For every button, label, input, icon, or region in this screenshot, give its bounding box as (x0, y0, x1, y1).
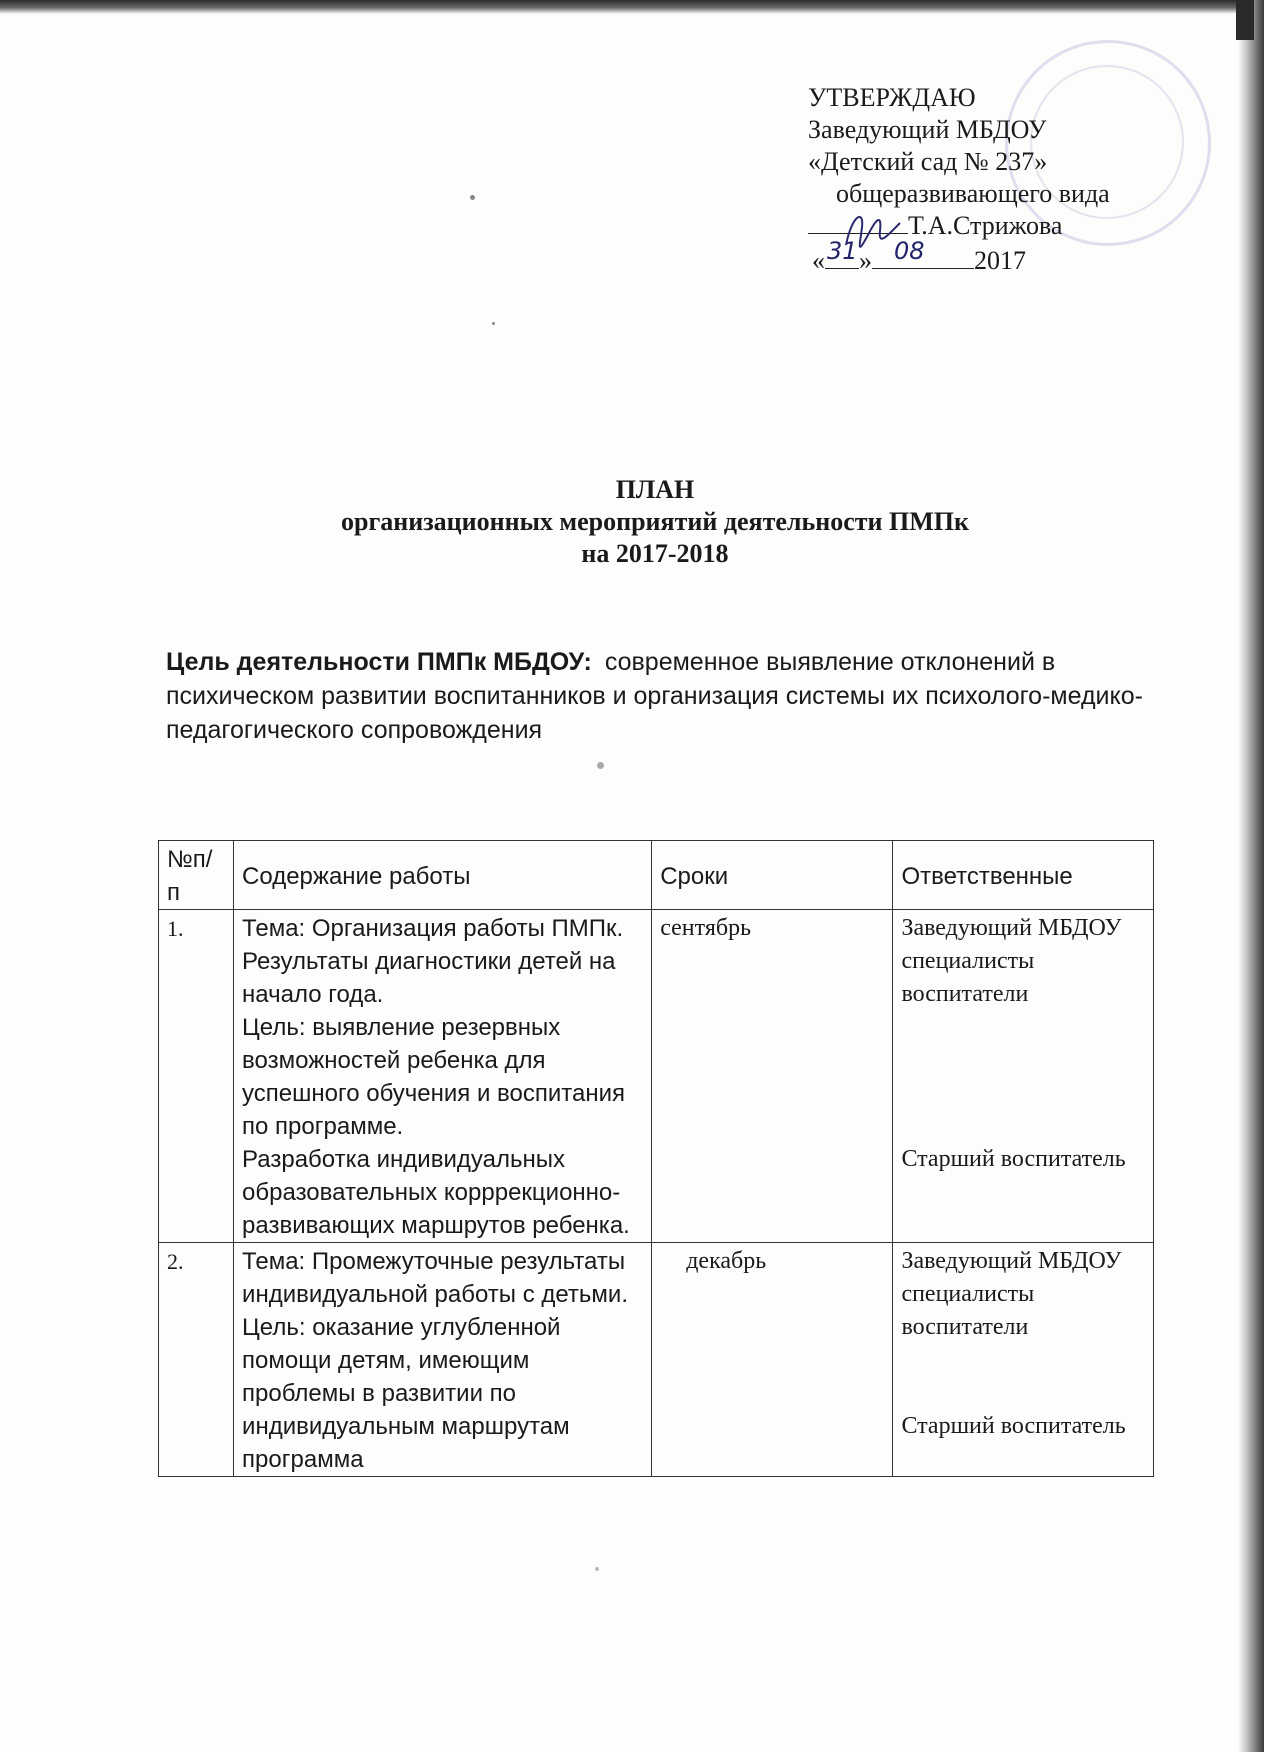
goal-text: современное выявление отклонений в психическом развитии воспитанников и организация системы их психолого-медико-педагогического сопровождения (166, 648, 1143, 744)
handwritten-signature (838, 205, 908, 265)
date-year: 2017 (974, 246, 1026, 275)
row-content (234, 910, 652, 1243)
scan-edge-top (0, 0, 1264, 14)
responsible-line: Старший воспитатель (901, 1413, 1126, 1439)
scan-speck (492, 322, 495, 325)
content-line: Цель: оказание углубленной помощи детям, имеющим проблемы в развитии по индивидуальным маршрутам программа (242, 1314, 570, 1473)
content-line: Результаты диагностики детей на начало года. (242, 948, 616, 1008)
approval-signer: Т.А.Стрижова (908, 211, 1063, 240)
row-content (234, 1243, 652, 1477)
responsible-line: воспитатели (901, 981, 1029, 1007)
content-line: Цель: выявление резервных возможностей ребенка для успешного обучения и воспитания по программе. (242, 1014, 625, 1140)
table-row (159, 910, 1154, 1243)
header-num: №п/п (159, 841, 234, 910)
scan-speck (597, 762, 604, 769)
responsible-spacer (901, 1344, 1145, 1410)
approval-org-type: общеразвивающего вида (836, 179, 1110, 208)
content-line: Тема: Организация работы ПМПк. (242, 915, 624, 942)
row-responsible (893, 1243, 1154, 1477)
responsible-line: специалисты (901, 948, 1035, 974)
row-term: декабрь (652, 1243, 893, 1477)
document-title (160, 474, 1150, 570)
date-day: 31 (827, 237, 858, 265)
scan-edge-corner (1236, 0, 1254, 40)
table-header-row (159, 841, 1154, 910)
approval-date: « 31 » 08 2017 (812, 237, 1026, 275)
responsible-line: специалисты (901, 1281, 1035, 1307)
responsible-line: Заведующий МБДОУ (901, 915, 1122, 941)
date-month: 08 (894, 237, 925, 265)
table-row (159, 1243, 1154, 1477)
responsible-spacer (901, 1011, 1145, 1143)
approval-position: Заведующий МБДОУ (808, 115, 1047, 144)
goal-paragraph (166, 645, 1156, 747)
responsible-line: Старший воспитатель (901, 1146, 1126, 1172)
scan-speck (470, 195, 475, 200)
row-responsible (893, 910, 1154, 1243)
responsible-line: Заведующий МБДОУ (901, 1248, 1122, 1274)
content-line: Тема: Промежуточные результаты индивидуальной работы с детьми. (242, 1248, 629, 1308)
row-num: 1. (159, 910, 234, 1243)
scan-edge-right (1238, 0, 1264, 1752)
header-term: Сроки (652, 841, 893, 910)
goal-label: Цель деятельности ПМПк МБДОУ: (166, 648, 592, 676)
title-line-3: на 2017-2018 (581, 539, 729, 568)
approval-org: «Детский сад № 237» (808, 147, 1048, 176)
header-responsible: Ответственные (893, 841, 1154, 910)
title-line-1: ПЛАН (615, 475, 695, 504)
row-num: 2. (159, 1243, 234, 1477)
approval-heading: УТВЕРЖДАЮ (808, 83, 976, 112)
scan-speck (595, 1567, 599, 1571)
responsible-line: воспитатели (901, 1314, 1029, 1340)
header-content: Содержание работы (234, 841, 652, 910)
title-line-2: организационных мероприятий деятельности ПМПк (341, 507, 969, 536)
row-term: сентябрь (652, 910, 893, 1243)
plan-table (158, 840, 1154, 1477)
content-line: Разработка индивидуальных образовательных корррекционно-развивающих маршрутов ребенка. (242, 1146, 630, 1239)
